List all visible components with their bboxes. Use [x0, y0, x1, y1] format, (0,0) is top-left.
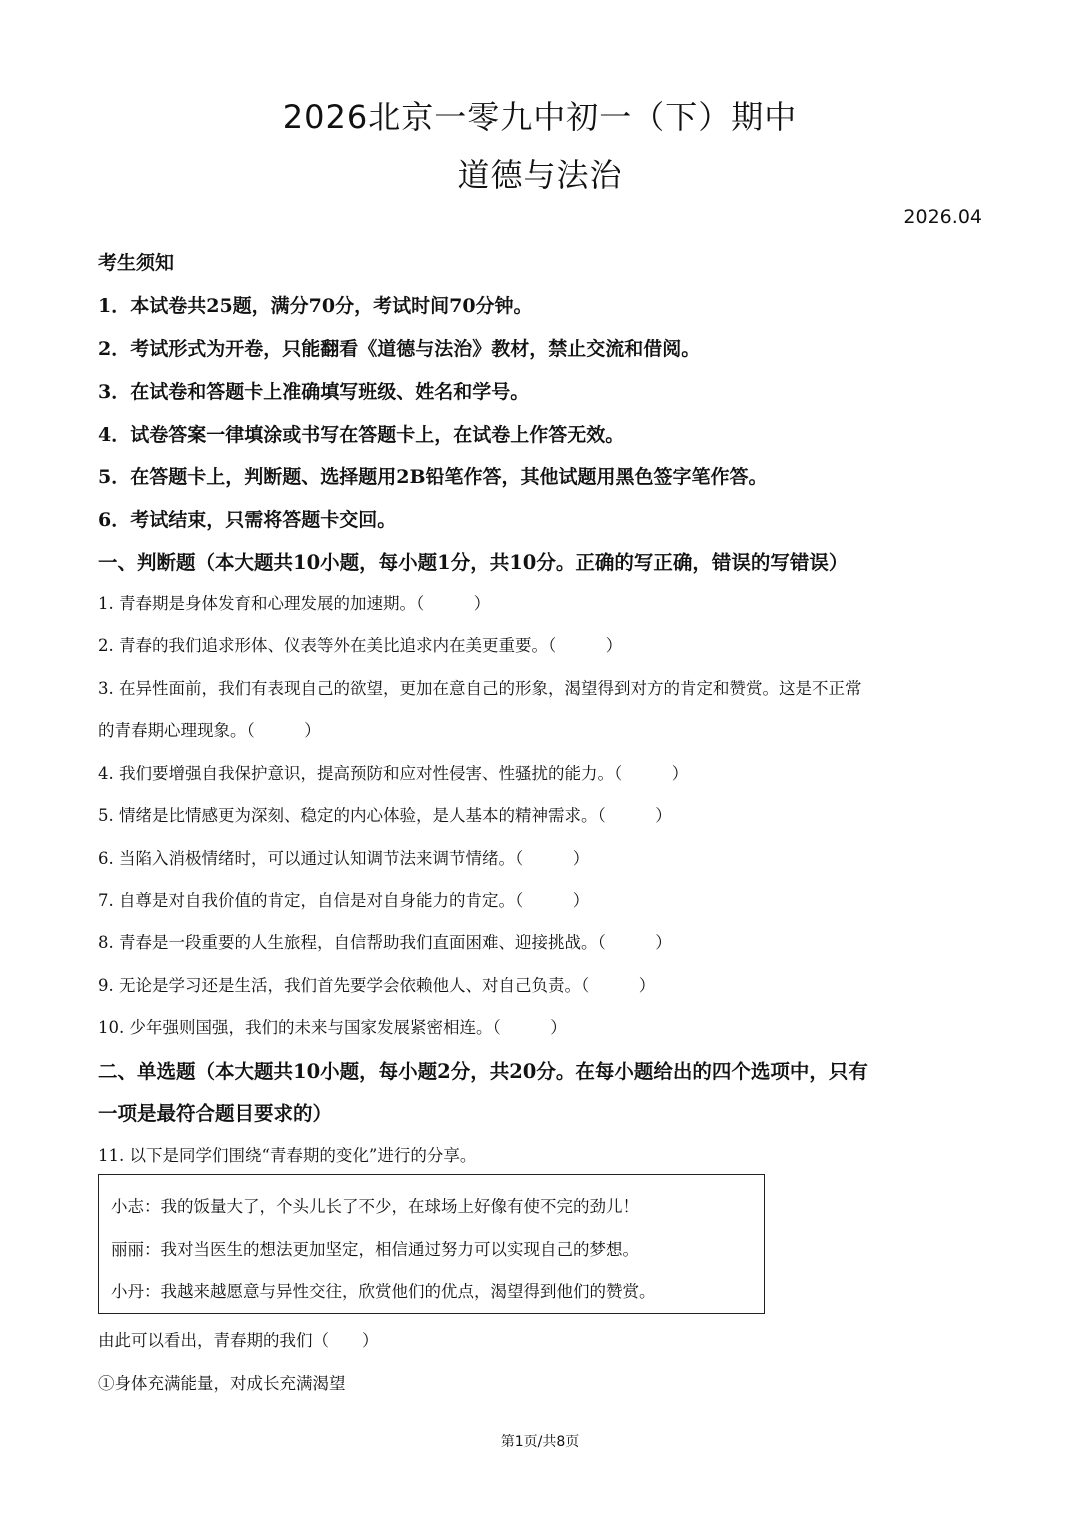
answer-option: ①身体充满能量，对成长充满渴望 [98, 1374, 346, 1393]
question: 7. 自尊是对自我价值的肯定，自信是对自身能力的肯定。（ ） [98, 891, 590, 910]
page-number: 第1页/共8页 [500, 1434, 580, 1450]
question-11-stem: 11. 以下是同学们围绕“青春期的变化”进行的分享。 [98, 1146, 477, 1165]
exam-title: 2026北京一零九中初一（下）期中 [282, 98, 798, 136]
notice-item: 5．在答题卡上，判断题、选择题用2B铅笔作答，其他试题用黑色签字笔作答。 [98, 466, 768, 488]
section1-heading: 一、判断题（本大题共10小题，每小题1分，共10分。正确的写正确，错误的写错误） [98, 551, 849, 574]
exam-date: 2026.04 [903, 206, 982, 228]
question: 5. 情绪是比情感更为深刻、稳定的内心体验，是人基本的精神需求。（ ） [98, 806, 672, 825]
question: 6. 当陷入消极情绪时，可以通过认知调节法来调节情绪。（ ） [98, 849, 590, 868]
dialogue-box [98, 1174, 765, 1314]
notice-item: 6．考试结束，只需将答题卡交回。 [98, 509, 397, 531]
notice-heading: 考生须知 [98, 252, 175, 274]
question-11-prompt: 由此可以看出，青春期的我们（ ） [98, 1331, 379, 1350]
notice-item: 1．本试卷共25题，满分70分，考试时间70分钟。 [98, 295, 533, 317]
notice-item: 3．在试卷和答题卡上准确填写班级、姓名和学号。 [98, 381, 530, 403]
subject-title: 道德与法治 [457, 156, 623, 194]
notice-item: 2．考试形式为开卷，只能翻看《道德与法治》教材，禁止交流和借阅。 [98, 338, 701, 360]
question: 2. 青春的我们追求形体、仪表等外在美比追求内在美更重要。（ ） [98, 636, 623, 655]
question: 10. 少年强则国强，我们的未来与国家发展紧密相连。（ ） [98, 1018, 567, 1037]
question: 9. 无论是学习还是生活，我们首先要学会依赖他人、对自己负责。（ ） [98, 976, 656, 995]
dialogue-line: 小丹：我越来越愿意与异性交往，欣赏他们的优点，渴望得到他们的赞赏。 [111, 1282, 656, 1301]
notice-item: 4．试卷答案一律填涂或书写在答题卡上，在试卷上作答无效。 [98, 424, 625, 446]
question: 3. 在异性面前，我们有表现自己的欲望，更加在意自己的形象，渴望得到对方的肯定和赞赏。这是不正常 [98, 679, 862, 698]
section2-heading: 二、单选题（本大题共10小题，每小题2分，共20分。在每小题给出的四个选项中，只有 [98, 1060, 868, 1083]
question: 4. 我们要增强自我保护意识，提高预防和应对性侵害、性骚扰的能力。（ ） [98, 764, 689, 783]
question: 8. 青春是一段重要的人生旅程，自信帮助我们直面困难、迎接挑战。（ ） [98, 933, 672, 952]
section2-heading-continuation: 一项是最符合题目要求的） [98, 1102, 333, 1125]
question-continuation: 的青春期心理现象。（ ） [98, 721, 321, 740]
question: 1. 青春期是身体发育和心理发展的加速期。（ ） [98, 594, 491, 613]
dialogue-line: 小志：我的饭量大了，个头儿长了不少，在球场上好像有使不完的劲儿！ [111, 1197, 639, 1216]
dialogue-line: 丽丽：我对当医生的想法更加坚定，相信通过努力可以实现自己的梦想。 [111, 1240, 639, 1259]
